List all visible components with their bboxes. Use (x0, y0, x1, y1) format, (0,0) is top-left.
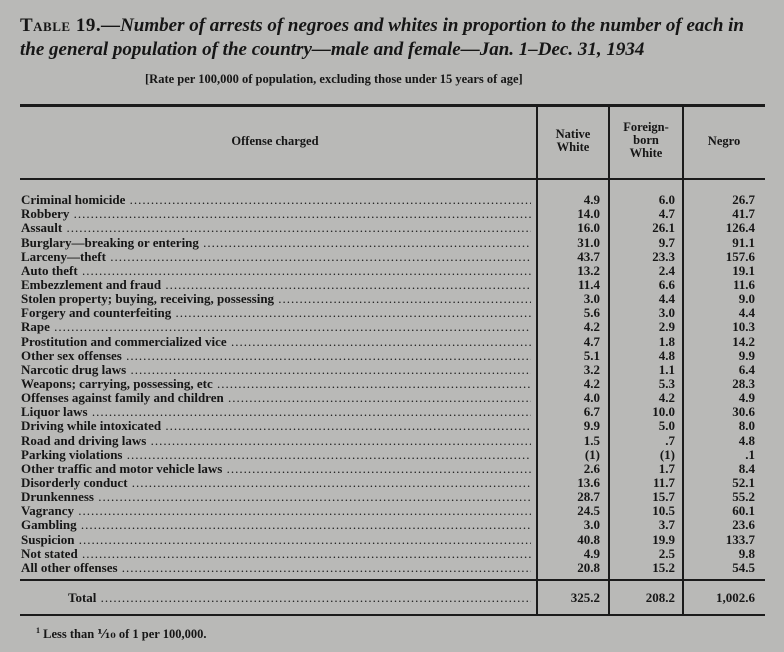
table-row (0, 405, 784, 419)
negro-value: 157.6 (725, 248, 755, 264)
negro-value: 8.0 (738, 418, 755, 434)
header-native-line: White (556, 140, 590, 154)
offense-label: Drunkenness ..... (21, 490, 531, 504)
header-offense: Offense charged (231, 134, 319, 148)
foreign-white-value: .7 (665, 432, 675, 448)
offense-label: Offenses against family and children ..... (21, 391, 531, 405)
foreign-white-value: 1.8 (658, 333, 675, 349)
native-white-value: 43.7 (577, 248, 600, 264)
foreign-white-value: 2.9 (658, 319, 675, 335)
table-row (0, 250, 784, 264)
negro-value: 8.4 (738, 460, 755, 476)
foreign-white-value: 10.0 (652, 404, 675, 420)
table-row (0, 207, 784, 221)
top-rule (20, 104, 765, 107)
offense-label: Rape ..... (21, 320, 531, 334)
negro-value: 9.9 (738, 347, 755, 363)
negro-value: 91.1 (732, 234, 755, 250)
native-white-value: 24.5 (577, 503, 600, 519)
offense-label: All other offenses ..... (21, 561, 531, 575)
foreign-white-value: 1.1 (658, 361, 675, 377)
table-row (0, 306, 784, 320)
foreign-white-value: 2.4 (658, 262, 675, 278)
native-white-value: 31.0 (577, 234, 600, 250)
table-row (0, 391, 784, 405)
total-row (0, 590, 784, 605)
foreign-white-value: 10.5 (652, 503, 675, 519)
native-white-value: 20.8 (577, 559, 600, 575)
table-title: —Number of arrests of negroes and whites in proportion to the number of each in the general population of the country—male and female—Jan. 1–Dec. 31, 1934 (20, 15, 744, 60)
offense-label: Not stated ..... (21, 547, 531, 561)
negro-value: 10.3 (732, 319, 755, 335)
offense-label: Embezzlement and fraud ..... (21, 278, 531, 292)
native-white-value: 5.1 (583, 347, 600, 363)
native-white-value: 13.6 (577, 475, 600, 490)
foreign-white-value: 5.3 (658, 376, 675, 391)
foreign-white-value: 15.2 (652, 559, 675, 575)
table-label: Table 19. (20, 15, 102, 36)
negro-value: 9.8 (738, 545, 755, 561)
negro-value: 60.1 (732, 503, 755, 519)
native-white-value: 4.0 (583, 390, 600, 406)
native-white-value: (1) (584, 446, 600, 462)
table-row (0, 193, 784, 207)
table-row (0, 434, 784, 448)
offense-label: Suspicion ..... (21, 533, 531, 547)
total-negro: 1,002.6 (716, 590, 755, 605)
foreign-white-value: (1) (659, 446, 675, 462)
negro-value: 14.2 (732, 333, 755, 349)
bottom-rule (20, 614, 765, 616)
table-row (0, 561, 784, 575)
negro-value: 41.7 (732, 206, 755, 222)
native-white-value: 40.8 (577, 531, 600, 547)
offense-label: Vagrancy ..... (21, 504, 531, 518)
offense-label: Road and driving laws ..... (21, 434, 531, 448)
table-row (0, 349, 784, 363)
foreign-white-value: 6.6 (658, 276, 675, 292)
footnote (36, 626, 206, 642)
native-white-value: 9.9 (583, 418, 600, 434)
offense-label: Larceny—theft ..... (21, 250, 531, 264)
negro-value: 126.4 (725, 220, 755, 236)
foreign-white-value: 5.0 (658, 418, 675, 434)
table-caption (20, 14, 765, 62)
native-white-value: 3.2 (583, 361, 600, 377)
native-white-value: 16.0 (577, 220, 600, 236)
table-row (0, 292, 784, 306)
header-foreign-line: Foreign- (623, 120, 669, 134)
table-row (0, 476, 784, 490)
table-row (0, 504, 784, 518)
header-foreign-line: born (633, 133, 659, 147)
foreign-white-value: 4.2 (658, 390, 675, 406)
total-label: Total ..... (68, 590, 531, 605)
negro-value: .1 (745, 446, 755, 462)
native-white-value: 1.5 (583, 432, 600, 448)
offense-label: Assault ..... (21, 221, 531, 235)
negro-value: 6.4 (738, 361, 755, 377)
foreign-white-value: 4.8 (658, 347, 675, 363)
offense-label: Liquor laws ..... (21, 405, 531, 419)
native-white-value: 11.4 (577, 276, 600, 292)
table-row (0, 278, 784, 292)
offense-label: Burglary—breaking or entering ..... (21, 236, 531, 250)
table-row (0, 377, 784, 391)
foreign-white-value: 26.1 (652, 220, 675, 236)
negro-value: 133.7 (725, 531, 755, 547)
header-native-white (538, 128, 608, 154)
negro-value: 55.2 (732, 489, 755, 505)
native-white-value: 5.6 (583, 305, 600, 321)
native-white-value: 3.0 (583, 291, 600, 306)
negro-value: 4.4 (738, 305, 755, 321)
offense-label: Auto theft ..... (21, 264, 531, 278)
table-row (0, 264, 784, 278)
offense-label: Disorderly conduct ..... (21, 476, 531, 490)
offense-label: Stolen property; buying, receiving, possessing ..... (21, 292, 531, 306)
negro-value: 23.6 (732, 517, 755, 533)
table-row (0, 363, 784, 377)
native-white-value: 13.2 (577, 262, 600, 278)
foreign-white-value: 19.9 (652, 531, 675, 547)
negro-value: 19.1 (732, 262, 755, 278)
offense-label: Forgery and counterfeiting ..... (21, 306, 531, 320)
negro-value: 9.0 (738, 291, 755, 306)
table-subcaption: [Rate per 100,000 of population, excluding those under 15 years of age] (145, 72, 523, 86)
native-white-value: 4.2 (583, 319, 600, 335)
offense-label: Prostitution and commercialized vice ..... (21, 335, 531, 349)
table-row (0, 490, 784, 504)
offense-label: Driving while intoxicated ..... (21, 419, 531, 433)
table-row (0, 547, 784, 561)
native-white-value: 4.9 (583, 192, 600, 207)
table-row (0, 236, 784, 250)
native-white-value: 28.7 (577, 489, 600, 505)
table-row (0, 518, 784, 532)
table-row (0, 419, 784, 433)
offense-label: Robbery ..... (21, 207, 531, 221)
foreign-white-value: 15.7 (652, 489, 675, 505)
negro-value: 28.3 (732, 376, 755, 391)
negro-value: 4.8 (738, 432, 755, 448)
foreign-white-value: 1.7 (658, 460, 675, 476)
table-row (0, 448, 784, 462)
native-white-value: 14.0 (577, 206, 600, 222)
offense-label: Criminal homicide ..... (21, 193, 531, 207)
native-white-value: 2.6 (583, 460, 600, 476)
native-white-value: 4.7 (583, 333, 600, 349)
offense-label: Other traffic and motor vehicle laws ..... (21, 462, 531, 476)
table-row (0, 533, 784, 547)
footnote-text: Less than ⅒ of 1 per 100,000. (43, 627, 207, 642)
negro-value: 52.1 (732, 475, 755, 490)
foreign-white-value: 9.7 (658, 234, 675, 250)
native-white-value: 6.7 (583, 404, 600, 420)
header-negro: Negro (707, 134, 741, 148)
negro-value: 4.9 (738, 390, 755, 406)
native-white-value: 4.2 (583, 376, 600, 391)
native-white-value: 3.0 (583, 517, 600, 533)
header-foreign-white (610, 121, 682, 160)
offense-label: Parking violations ..... (21, 448, 531, 462)
native-white-value: 4.9 (583, 545, 600, 561)
negro-value: 54.5 (732, 559, 755, 575)
negro-value: 26.7 (732, 192, 755, 207)
foreign-white-value: 6.0 (658, 192, 675, 207)
negro-value: 11.6 (732, 276, 755, 292)
table-row (0, 335, 784, 349)
footnote-mark: 1 (36, 626, 40, 635)
offense-label: Narcotic drug laws ..... (21, 363, 531, 377)
foreign-white-value: 11.7 (652, 475, 675, 490)
foreign-white-value: 23.3 (652, 248, 675, 264)
offense-label: Weapons; carrying, possessing, etc ..... (21, 377, 531, 391)
table-row (0, 462, 784, 476)
foreign-white-value: 3.7 (658, 517, 675, 533)
table-row (0, 320, 784, 334)
header-foreign-line: White (629, 146, 663, 160)
header-rule (20, 178, 765, 180)
total-rule (20, 579, 765, 581)
foreign-white-value: 4.7 (658, 206, 675, 222)
total-native-white: 325.2 (570, 590, 600, 605)
header-native-line: Native (555, 127, 591, 141)
offense-label: Other sex offenses ..... (21, 349, 531, 363)
negro-value: 30.6 (732, 404, 755, 420)
table-row (0, 221, 784, 235)
foreign-white-value: 4.4 (658, 291, 675, 306)
foreign-white-value: 2.5 (658, 545, 675, 561)
foreign-white-value: 3.0 (658, 305, 675, 321)
total-foreign-white: 208.2 (645, 590, 675, 605)
offense-label: Gambling ..... (21, 518, 531, 532)
